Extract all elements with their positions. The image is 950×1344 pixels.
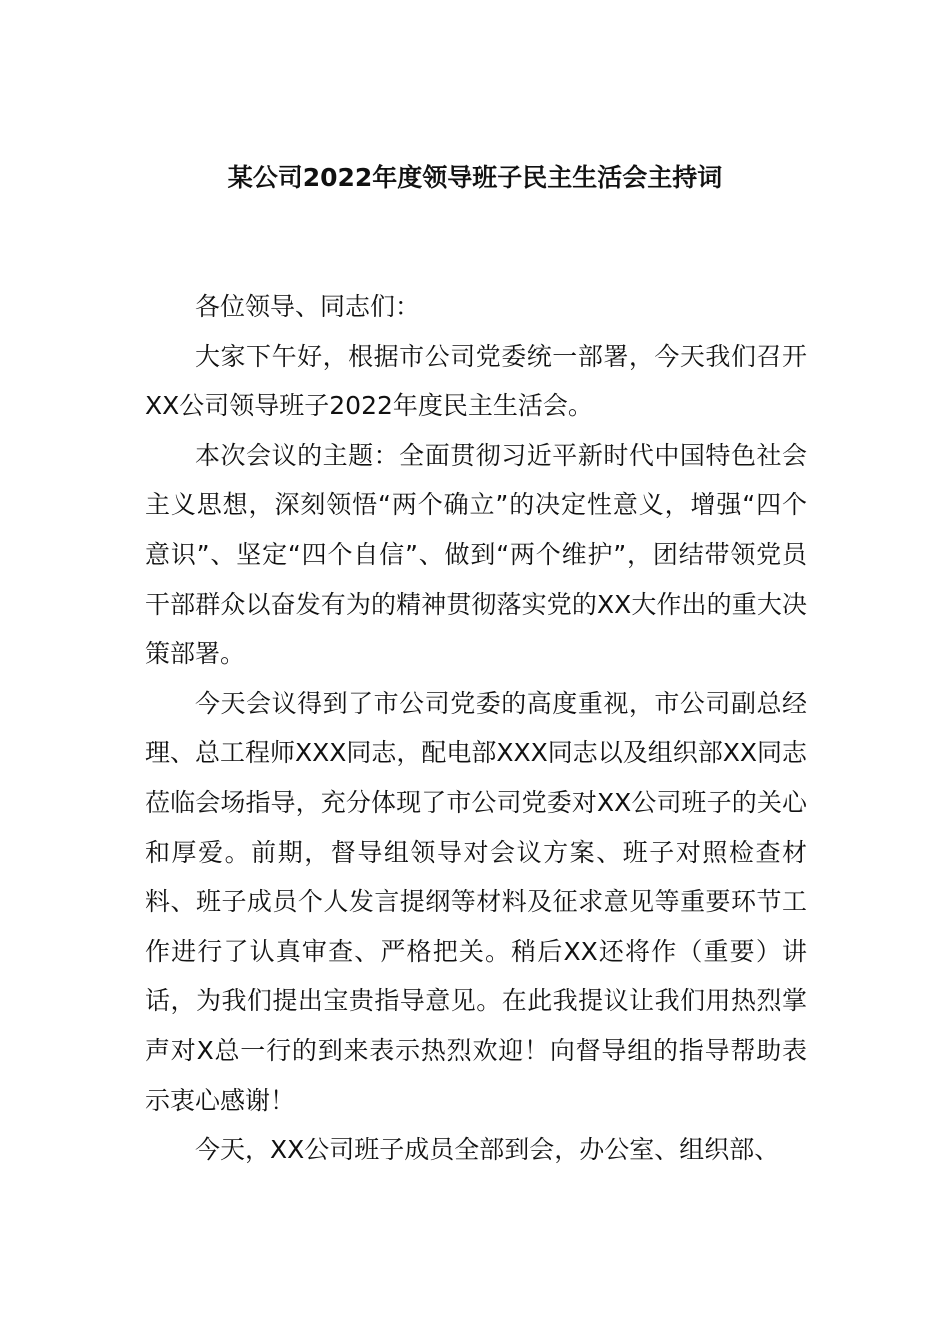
document-body	[145, 282, 807, 1175]
paragraph-theme: 本次会议的主题：全面贯彻习近平新时代中国特色社会主义思想，深刻领悟“两个确立”的决定性意义，增强“四个意识”、坚定“四个自信”、做到“两个维护”，团结带领党员干部群众以奋发有为的精神贯彻落实党的XX大作出的重大决策部署。	[145, 440, 807, 669]
paragraph-attendance: 今天，XX公司班子成员全部到会，办公室、组织部、	[195, 1135, 780, 1165]
document-title: 某公司2022年度领导班子民主生活会主持词	[227, 163, 723, 192]
paragraph-opening: 大家下午好，根据市公司党委统一部署，今天我们召开XX公司领导班子2022年度民主生活会。	[145, 341, 807, 421]
paragraph-guests: 今天会议得到了市公司党委的高度重视，市公司副总经理、总工程师XXX同志，配电部XXX同志以及组织部XX同志莅临会场指导，充分体现了市公司党委对XX公司班子的关心和厚爱。前期，督导组领导对会议方案、班子对照检查材料、班子成员个人发言提纲等材料及征求意见等重要环节工作进行了认真审查、严格把关。稍后XX还将作（重要）讲话，为我们提出宝贵指导意见。在此我提议让我们用热烈掌声对X总一行的到来表示热烈欢迎！向督导组的指导帮助表示衷心感谢！	[145, 688, 808, 1115]
paragraph-greeting: 各位领导、同志们：	[195, 292, 421, 321]
